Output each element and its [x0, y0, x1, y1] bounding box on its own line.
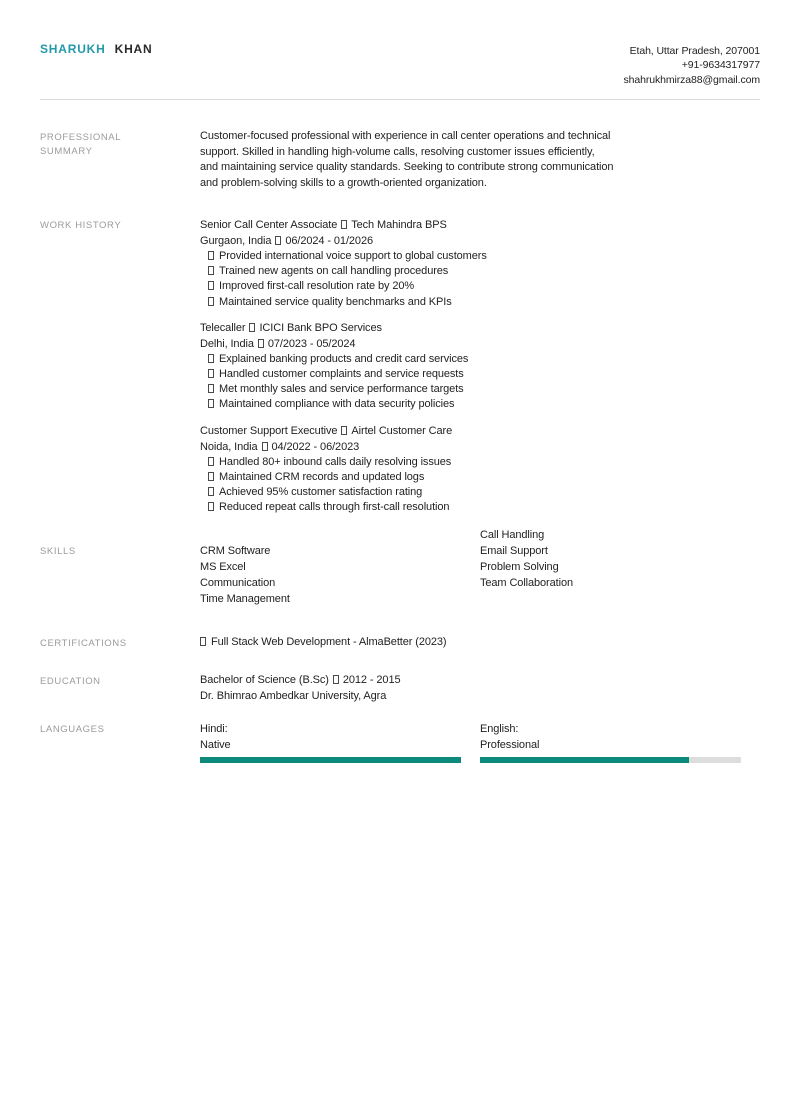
job-dates: 06/2024 - 01/2026 — [285, 235, 373, 247]
missing-glyph-icon — [249, 323, 255, 332]
missing-glyph-icon — [208, 399, 214, 408]
skills-column-left — [200, 543, 480, 607]
missing-glyph-icon — [262, 442, 268, 451]
job-bullet: Achieved 95% customer satisfaction rating — [208, 485, 760, 500]
job-meta-line — [200, 336, 760, 352]
education-school: Dr. Bhimrao Ambedkar University, Agra — [200, 689, 387, 702]
missing-glyph-icon — [208, 354, 214, 363]
job-title-line — [200, 217, 760, 233]
skill-item: Time Management — [200, 593, 290, 606]
contact-phone: +91-9634317977 — [681, 59, 760, 72]
contact-info — [623, 40, 760, 87]
missing-glyph-icon — [208, 487, 214, 496]
contact-email: shahrukhmirza88@gmail.com — [623, 73, 760, 86]
language-name: English: — [480, 723, 519, 736]
language-proficiency-bar — [480, 757, 741, 763]
job-title: Customer Support Executive — [200, 424, 338, 437]
missing-glyph-icon — [208, 457, 214, 466]
missing-glyph-icon — [208, 502, 214, 511]
section-label-languages: LANGUAGES — [40, 724, 105, 736]
job-entry — [200, 320, 760, 413]
section-label-professional-summary: PROFESSIONAL SUMMARY — [40, 132, 121, 157]
missing-glyph-icon — [208, 369, 214, 378]
job-entry — [200, 423, 760, 516]
job-meta-line — [200, 439, 760, 455]
job-bullet: Met monthly sales and service performance targets — [208, 382, 760, 397]
candidate-first-name: SHARUKH — [40, 42, 106, 56]
job-bullet: Provided international voice support to global customers — [208, 249, 760, 264]
language-columns — [200, 721, 760, 763]
candidate-last-name: KHAN — [114, 42, 153, 56]
language-name: Hindi: — [200, 723, 228, 736]
job-location: Noida, India — [200, 440, 258, 453]
skill-item: CRM Software — [200, 545, 271, 558]
skills-columns — [200, 527, 760, 607]
summary-text: Customer-focused professional with experience in call center operations and technical support. Skilled in handling high-volume calls, resolving customer issues efficiently, and maintaining service quality standards. Seeking to contribute strong communication and problem-solving skills to a growth-oriented organization. — [200, 130, 614, 189]
candidate-name — [40, 40, 152, 56]
missing-glyph-icon — [258, 339, 264, 348]
job-bullet: Trained new agents on call handling procedures — [208, 264, 760, 279]
job-bullet: Improved first-call resolution rate by 20% — [208, 279, 760, 294]
section-professional-summary — [40, 129, 760, 191]
job-company: Airtel Customer Care — [351, 424, 453, 437]
job-dates: 04/2022 - 06/2023 — [271, 440, 360, 453]
language-proficiency-fill — [200, 757, 461, 763]
job-dates: 07/2023 - 05/2024 — [267, 337, 356, 350]
missing-glyph-icon — [341, 220, 347, 229]
skill-item: Email Support — [480, 545, 548, 558]
job-entry — [200, 217, 760, 310]
language-level: Native — [200, 739, 231, 752]
job-bullet-list — [200, 352, 760, 413]
missing-glyph-icon — [208, 251, 214, 260]
skill-item: Problem Solving — [480, 561, 559, 574]
language-item — [480, 721, 741, 763]
certification-item: Full Stack Web Development - AlmaBetter (2023) — [200, 635, 760, 651]
section-skills — [40, 527, 760, 607]
job-title: Senior Call Center Associate — [200, 219, 338, 231]
education-degree-line — [200, 673, 760, 689]
section-label-work-history: WORK HISTORY — [40, 220, 122, 231]
resume-header — [40, 40, 760, 100]
job-bullet-list — [200, 455, 760, 516]
missing-glyph-icon — [333, 675, 339, 684]
skill-item: Team Collaboration — [480, 577, 573, 590]
job-location: Delhi, India — [200, 337, 254, 350]
section-certifications — [40, 635, 760, 651]
missing-glyph-icon — [275, 236, 281, 245]
missing-glyph-icon — [200, 637, 206, 646]
missing-glyph-icon — [208, 472, 214, 481]
language-proficiency-fill — [480, 757, 689, 763]
job-bullet: Handled customer complaints and service requests — [208, 367, 760, 382]
education-dates: 2012 - 2015 — [342, 674, 401, 687]
language-level: Professional — [480, 739, 540, 752]
skill-item: Call Handling — [480, 529, 545, 542]
language-item — [200, 721, 461, 763]
job-bullet: Explained banking products and credit card services — [208, 352, 760, 367]
missing-glyph-icon — [208, 281, 214, 290]
skills-column-right — [480, 527, 760, 607]
job-bullet: Maintained service quality benchmarks and KPIs — [208, 295, 760, 310]
section-work-history — [40, 217, 760, 515]
job-title-line — [200, 423, 760, 439]
missing-glyph-icon — [341, 426, 347, 435]
job-bullet-list — [200, 249, 760, 310]
job-bullet: Reduced repeat calls through first-call resolution — [208, 500, 760, 515]
section-label-education: EDUCATION — [40, 676, 101, 688]
certification-list — [200, 635, 760, 651]
job-bullet: Handled 80+ inbound calls daily resolving issues — [208, 455, 760, 470]
job-title: Telecaller — [200, 321, 246, 334]
missing-glyph-icon — [208, 297, 214, 306]
job-bullet: Maintained CRM records and updated logs — [208, 470, 760, 485]
job-company: ICICI Bank BPO Services — [259, 321, 382, 334]
section-languages — [40, 721, 760, 763]
language-proficiency-bar — [200, 757, 461, 763]
section-label-certifications: CERTIFICATIONS — [40, 638, 127, 650]
job-title-line — [200, 320, 760, 336]
skill-item: Communication — [200, 577, 276, 590]
job-location: Gurgaon, India — [200, 235, 272, 247]
section-education — [40, 673, 760, 704]
education-degree: Bachelor of Science (B.Sc) — [200, 674, 329, 687]
job-meta-line — [200, 233, 760, 249]
missing-glyph-icon — [208, 384, 214, 393]
job-company: Tech Mahindra BPS — [351, 219, 447, 231]
job-bullet: Maintained compliance with data security policies — [208, 397, 760, 412]
contact-address: Etah, Uttar Pradesh, 207001 — [629, 45, 760, 57]
skill-item: MS Excel — [200, 561, 246, 574]
section-label-skills: SKILLS — [40, 546, 76, 558]
missing-glyph-icon — [208, 266, 214, 275]
